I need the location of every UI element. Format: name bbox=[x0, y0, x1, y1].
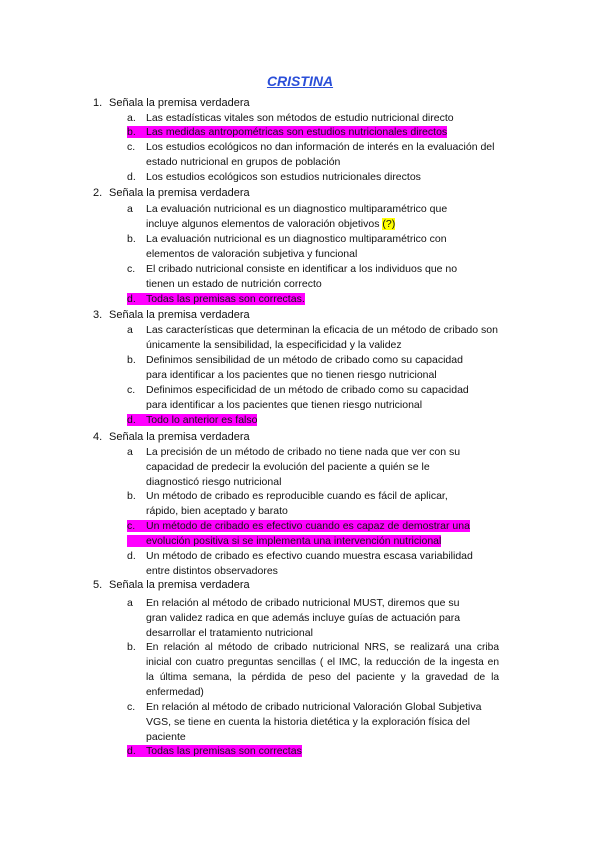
option-1b bbox=[127, 125, 517, 140]
option-text: Todas las premisas son correctas. bbox=[146, 293, 305, 305]
option-2b bbox=[127, 232, 517, 262]
question-2 bbox=[93, 187, 250, 199]
option-letter: b. bbox=[127, 641, 136, 653]
option-text: inicial con cuatro preguntas sencillas ( el IMC, la reducción de la ingesta en bbox=[146, 657, 499, 668]
option-4d bbox=[127, 549, 517, 579]
option-letter: a. bbox=[127, 112, 136, 124]
option-text: Un método de cribado es efectivo cuando es capaz de demostrar una bbox=[146, 520, 470, 532]
option-letter: b. bbox=[127, 490, 136, 502]
option-4b bbox=[127, 489, 517, 519]
option-1c bbox=[127, 140, 517, 170]
question-number: 4. bbox=[93, 431, 103, 443]
option-text: En relación al método de cribado nutricional NRS, se realizará una criba bbox=[146, 642, 499, 653]
option-5d bbox=[127, 744, 517, 759]
option-3a bbox=[127, 323, 517, 353]
document-title: CRISTINA bbox=[266, 73, 334, 89]
question-number: 1. bbox=[93, 97, 103, 109]
option-5a bbox=[127, 596, 517, 641]
option-letter: b. bbox=[127, 233, 136, 245]
option-text: Un método de cribado es efectivo cuando muestra escasa variabilidad bbox=[146, 550, 473, 562]
option-text: capacidad de predecir la evolución del paciente a quién se le bbox=[146, 461, 430, 473]
option-text: Definimos sensibilidad de un método de cribado como su capacidad bbox=[146, 354, 463, 366]
option-letter: b. bbox=[127, 354, 136, 366]
question-number: 5. bbox=[93, 579, 103, 591]
question-stem: Señala la premisa verdadera bbox=[109, 97, 250, 109]
option-5c bbox=[127, 700, 517, 745]
option-text: elementos de valoración subjetiva y funcional bbox=[146, 248, 358, 260]
option-4a bbox=[127, 445, 517, 490]
option-2a bbox=[127, 202, 517, 232]
option-text: incluye algunos elementos de valoración objetivos bbox=[146, 218, 380, 230]
option-text: para identificar a los pacientes que tienen riesgo nutricional bbox=[146, 399, 423, 411]
option-1d bbox=[127, 170, 517, 185]
option-text: rápido, bien aceptado y barato bbox=[146, 505, 288, 517]
option-text: VGS, se tiene en cuenta la historia dietética y la exploración física del bbox=[146, 716, 470, 728]
option-text: En relación al método de cribado nutricional MUST, diremos que su bbox=[146, 597, 460, 609]
option-2d bbox=[127, 292, 517, 307]
option-letter: d. bbox=[127, 550, 136, 562]
option-text: desarrollar el tratamiento nutricional bbox=[146, 627, 313, 639]
question-5 bbox=[93, 579, 250, 591]
option-letter: c. bbox=[127, 263, 136, 275]
option-text: La evaluación nutricional es un diagnostico multiparamétrico que bbox=[146, 203, 448, 215]
option-text: estado nutricional en grupos de población bbox=[146, 156, 341, 168]
option-text: únicamente la sensibilidad, la especificidad y la validez bbox=[146, 339, 402, 351]
question-mark-annotation: (?) bbox=[382, 218, 396, 230]
option-letter: a bbox=[127, 597, 133, 609]
option-text: entre distintos observadores bbox=[146, 565, 278, 577]
question-number: 3. bbox=[93, 309, 103, 321]
option-text: Todo lo anterior es falso bbox=[146, 414, 258, 426]
option-3c bbox=[127, 383, 517, 413]
option-5b bbox=[127, 640, 499, 700]
option-letter: d. bbox=[127, 745, 136, 757]
question-stem: Señala la premisa verdadera bbox=[109, 431, 250, 443]
option-text: diagnosticó riesgo nutricional bbox=[146, 476, 282, 488]
question-stem: Señala la premisa verdadera bbox=[109, 309, 250, 321]
option-letter: a bbox=[127, 324, 133, 336]
option-text: para identificar a los pacientes que no tienen riesgo nutricional bbox=[146, 369, 437, 381]
option-text: Las medidas antropométricas son estudios nutricionales directos bbox=[146, 126, 448, 138]
option-letter: c. bbox=[127, 384, 136, 396]
option-letter: c. bbox=[127, 141, 136, 153]
question-stem: Señala la premisa verdadera bbox=[109, 579, 250, 591]
option-text: Definimos especificidad de un método de cribado como su capacidad bbox=[146, 384, 469, 396]
question-stem: Señala la premisa verdadera bbox=[109, 187, 250, 199]
option-text: Los estudios ecológicos son estudios nutricionales directos bbox=[146, 171, 421, 183]
option-letter: c. bbox=[127, 520, 136, 532]
option-text: la última semana, la pérdida de peso del paciente y la gravedad de la bbox=[146, 672, 499, 683]
option-letter: b. bbox=[127, 126, 136, 138]
option-3b bbox=[127, 353, 517, 383]
option-1a bbox=[127, 111, 517, 126]
option-2c bbox=[127, 262, 517, 292]
option-text: paciente bbox=[146, 731, 186, 743]
option-text: evolución positiva si se implementa una intervención nutricional bbox=[146, 535, 442, 547]
option-text: El cribado nutricional consiste en identificar a los individuos que no bbox=[146, 263, 458, 275]
question-number: 2. bbox=[93, 187, 103, 199]
option-text: enfermedad) bbox=[146, 687, 204, 698]
option-text: La precisión de un método de cribado no tiene nada que ver con su bbox=[146, 446, 461, 458]
option-text: Las características que determinan la eficacia de un método de cribado son bbox=[146, 324, 498, 336]
option-4c bbox=[127, 519, 517, 549]
option-3d bbox=[127, 413, 517, 428]
option-text: Un método de cribado es reproducible cuando es fácil de aplicar, bbox=[146, 490, 448, 502]
option-letter: d. bbox=[127, 414, 136, 426]
option-letter: d. bbox=[127, 171, 136, 183]
option-letter: d. bbox=[127, 293, 136, 305]
option-text: tienen un estado de nutrición correcto bbox=[146, 278, 322, 290]
option-text: Las estadísticas vitales son métodos de estudio nutricional directo bbox=[146, 112, 454, 124]
option-text: Todas las premisas son correctas bbox=[146, 745, 302, 757]
option-text: La evaluación nutricional es un diagnostico multiparamétrico con bbox=[146, 233, 447, 245]
option-text: En relación al método de cribado nutricional Valoración Global Subjetiva bbox=[146, 701, 482, 713]
option-text: Los estudios ecológicos no dan información de interés en la evaluación del bbox=[146, 141, 495, 153]
question-1 bbox=[93, 97, 250, 109]
option-letter: c. bbox=[127, 701, 136, 713]
question-4 bbox=[93, 431, 250, 443]
option-letter: a bbox=[127, 446, 133, 458]
option-letter: a bbox=[127, 203, 133, 215]
question-3 bbox=[93, 309, 250, 321]
option-text: gran validez radica en que además incluye guías de actuación para bbox=[146, 612, 461, 624]
